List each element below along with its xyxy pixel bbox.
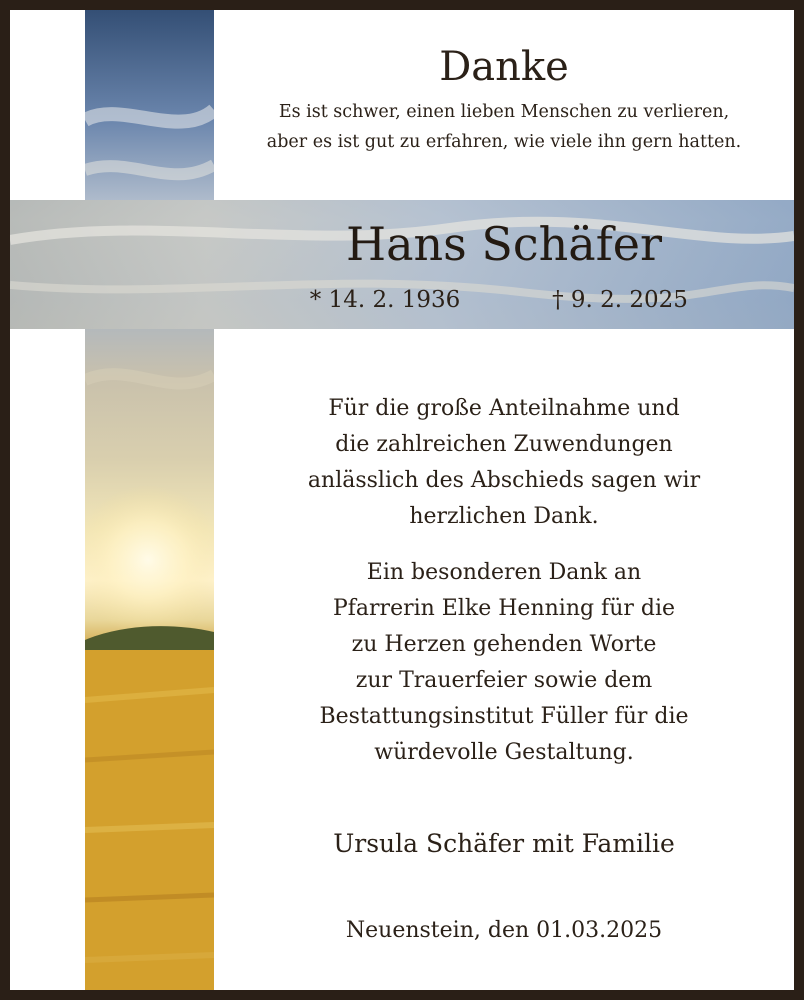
thanks-quote-line-2: aber es ist gut zu erfahren, wie viele ihn gern hatten. bbox=[266, 132, 742, 152]
birth-date: * 14. 2. 1936 bbox=[309, 287, 461, 313]
gratitude-line-2: die zahlreichen Zuwendungen bbox=[335, 432, 673, 457]
special-thanks-line-1: Ein besonderen Dank an bbox=[366, 560, 642, 585]
deceased-name: Hans Schäfer bbox=[346, 217, 662, 271]
gratitude-line-1: Für die große Anteilnahme und bbox=[328, 396, 680, 421]
special-thanks-line-6: würdevolle Gestaltung. bbox=[374, 740, 634, 765]
thanks-quote-line-1: Es ist schwer, einen lieben Menschen zu verlieren, bbox=[278, 102, 730, 122]
signature: Ursula Schäfer mit Familie bbox=[333, 829, 675, 858]
gratitude-line-4: herzlichen Dank. bbox=[409, 504, 599, 529]
gratitude-line-3: anlässlich des Abschieds sagen wir bbox=[307, 468, 701, 493]
thanks-title: Danke bbox=[439, 44, 569, 90]
place-date: Neuenstein, den 01.03.2025 bbox=[345, 918, 663, 943]
special-thanks-line-4: zur Trauerfeier sowie dem bbox=[355, 668, 653, 693]
special-thanks-line-2: Pfarrerin Elke Henning für die bbox=[332, 596, 676, 621]
special-thanks-line-3: zu Herzen gehenden Worte bbox=[351, 632, 657, 657]
death-date: † 9. 2. 2025 bbox=[552, 287, 688, 313]
special-thanks-line-5: Bestattungsinstitut Füller für die bbox=[319, 704, 689, 729]
